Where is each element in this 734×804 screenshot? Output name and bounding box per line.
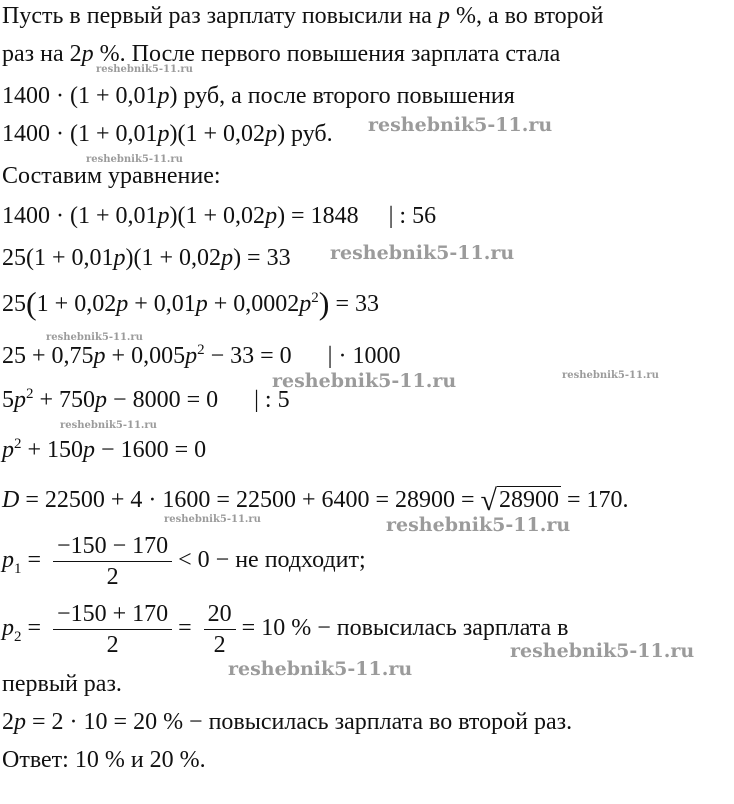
watermark: reshebnik5-11.ru: [330, 242, 515, 264]
watermark: reshebnik5-11.ru: [272, 370, 457, 392]
watermark: reshebnik5-11.ru: [86, 154, 183, 165]
text-line-16: 2p = 2 · 10 = 20 % − повысилась зарплата во второй раз.: [2, 709, 573, 735]
root-p2-line: $p_2$ = $\frac{-150 + 170}{2}$ = $\frac{20}{2}$ = 10 % − повысилась зарплата в: [2, 600, 569, 658]
discriminant-line: D = 22500 + 4 · 1600 = 22500 + 6400 = 28900 = √28900 = 170.: [2, 484, 629, 517]
watermark: reshebnik5-11.ru: [562, 370, 659, 381]
watermark: reshebnik5-11.ru: [46, 332, 143, 343]
text-line-5: Составим уравнение:: [2, 163, 221, 189]
watermark: reshebnik5-11.ru: [96, 64, 193, 75]
equation-line-7: 25(1 + 0,01p)(1 + 0,02p) = 33: [2, 245, 291, 271]
fraction-p2: $\frac{-150 + 170}{2}$: [53, 599, 172, 660]
equation-line-11: $p^2 + 150p - 1600 = 0$: [2, 436, 207, 463]
watermark: reshebnik5-11.ru: [60, 420, 157, 431]
fraction-20-over-2: $\frac{20}{2}$: [204, 599, 236, 660]
text-line-2: раз на 2p %. После первого повышения зарплата стала: [2, 41, 561, 67]
equation-line-8: $25(1 + 0,02p + 0,01p + 0,0002p^2) = 33$: [2, 285, 379, 321]
text-line-4: 1400 · (1 + 0,01p)(1 + 0,02p) руб.: [2, 121, 333, 147]
root-p1-line: $p_1$ = $\frac{-150 - 170}{2}$ < 0 − не подходит;: [2, 532, 366, 590]
watermark: reshebnik5-11.ru: [386, 514, 571, 536]
text-line-15: первый раз.: [2, 671, 122, 697]
square-root: √28900: [480, 484, 560, 517]
watermark: reshebnik5-11.ru: [510, 640, 695, 662]
text-line-3: 1400 · (1 + 0,01p) руб, а после второго повышения: [2, 83, 515, 109]
watermark: reshebnik5-11.ru: [368, 114, 553, 136]
answer-line: Ответ: 10 % и 20 %.: [2, 747, 206, 773]
equation-line-10: $5p^2 + 750p - 8000 = 0$ | : 5: [2, 386, 290, 413]
watermark: reshebnik5-11.ru: [228, 658, 413, 680]
equation-line-9: $25 + 0,75p + 0,005p^2 - 33 = 0$ | · 1000: [2, 342, 401, 369]
watermark: reshebnik5-11.ru: [164, 514, 261, 525]
fraction-p1: $\frac{-150 - 170}{2}$: [53, 531, 172, 592]
equation-line-6: 1400 · (1 + 0,01p)(1 + 0,02p) = 1848 | : 56: [2, 203, 437, 229]
text-line-1: Пусть в первый раз зарплату повысили на p %, а во второй: [2, 3, 604, 29]
